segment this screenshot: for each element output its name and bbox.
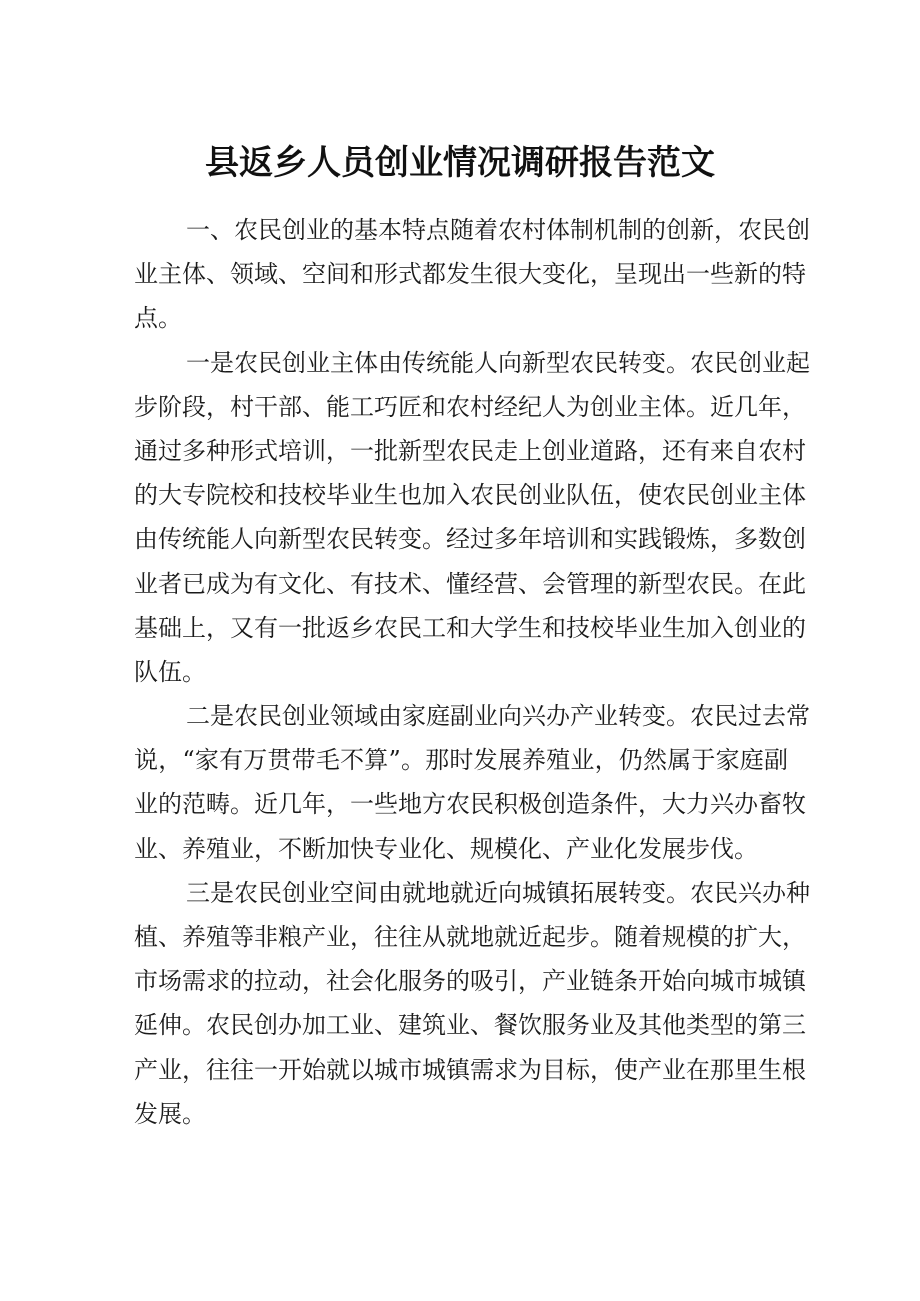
paragraph-line: 业、养殖业，不断加快专业化、规模化、产业化发展步伐。 — [134, 834, 758, 863]
document-title: 县返乡人员创业情况调研报告范文 — [205, 142, 715, 183]
paragraph-line: 业的范畴。近几年，一些地方农民积极创造条件，大力兴办畜牧 — [134, 790, 806, 819]
paragraph-line: 市场需求的拉动，社会化服务的吸引，产业链条开始向城市城镇 — [134, 967, 806, 996]
paragraph-line: 说，“家有万贯带毛不算”。那时发展养殖业，仍然属于家庭副 — [134, 746, 788, 775]
paragraph-line: 业主体、领域、空间和形式都发生很大变化，呈现出一些新的特 — [134, 260, 806, 289]
paragraph-line: 通过多种形式培训，一批新型农民走上创业道路，还有来自农村 — [134, 436, 806, 465]
paragraph-line: 三是农民创业空间由就地就近向城镇拓展转变。农民兴办种 — [186, 878, 810, 907]
paragraph-line: 基础上，又有一批返乡农民工和大学生和技校毕业生加入创业的 — [134, 613, 806, 642]
paragraph-line: 一是农民创业主体由传统能人向新型农民转变。农民创业起 — [186, 348, 810, 377]
paragraph-line: 队伍。 — [134, 657, 206, 686]
paragraph-line: 一、农民创业的基本特点随着农村体制机制的创新，农民创 — [186, 216, 810, 244]
paragraph-line: 二是农民创业领域由家庭副业向兴办产业转变。农民过去常 — [186, 702, 810, 731]
paragraph-line: 延伸。农民创办加工业、建筑业、餐饮服务业及其他类型的第三 — [134, 1011, 806, 1040]
paragraph — [134, 694, 810, 871]
paragraph-line: 植、养殖等非粮产业，往往从就地就近起步。随着规模的扩大， — [134, 923, 806, 951]
paragraph-line: 点。 — [134, 304, 182, 333]
paragraph-line: 步阶段，村干部、能工巧匠和农村经纪人为创业主体。近几年， — [134, 392, 806, 421]
paragraph-line: 发展。 — [134, 1099, 206, 1128]
paragraph — [134, 208, 810, 341]
paragraph-line: 产业，往往一开始就以城市城镇需求为目标，使产业在那里生根 — [134, 1055, 806, 1084]
paragraph — [134, 871, 810, 1136]
paragraph-line: 由传统能人向新型农民转变。经过多年培训和实践锻炼，多数创 — [134, 525, 806, 554]
paragraph-line: 业者已成为有文化、有技术、懂经营、会管理的新型农民。在此 — [134, 569, 806, 598]
document-body — [134, 208, 810, 1136]
paragraph-line: 的大专院校和技校毕业生也加入农民创业队伍，使农民创业主体 — [134, 481, 806, 510]
paragraph — [134, 341, 810, 695]
